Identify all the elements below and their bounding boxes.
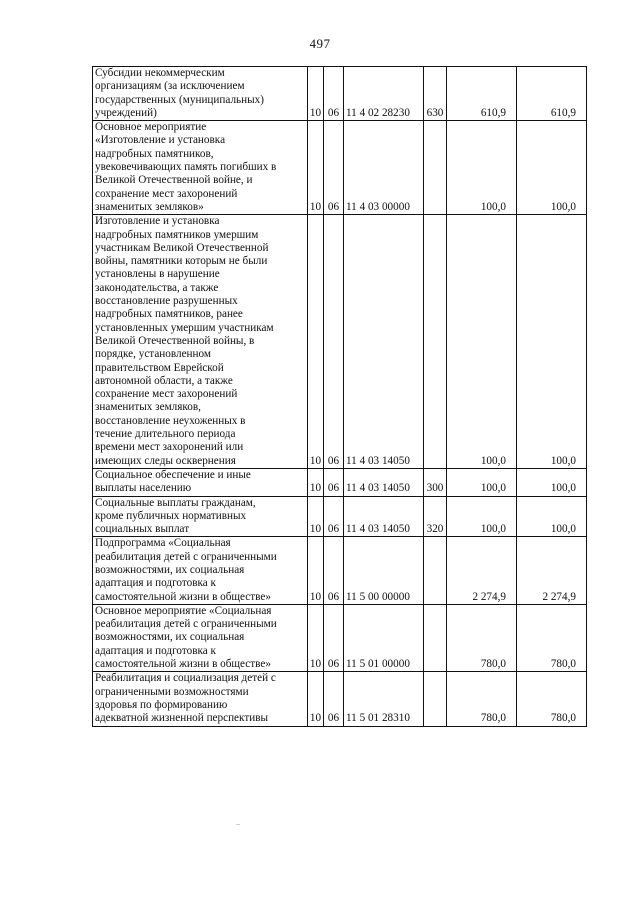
row-name-cell: Изготовление и установка надгробных памятников умершим участникам Великой Отечественной войны, памятники которым не были установлены в нарушение законодательства, а также восстановление разрушенных надгробных памятников, ранее установленных умершим участникам Великой Отечественной войны, в порядке, установленном правительством Еврейской автономной области, а также сохранение мест захоронений знаменитых земляков, восстановление неухоженных в течение длительного периода времени мест захоронений или имеющих следы осквернения: [93, 215, 308, 469]
table-row: [93, 604, 587, 671]
target-article-cell: 11 4 03 00000: [344, 121, 424, 215]
row-name-cell: Субсидии некоммерческим организациям (за исключением государственных (муниципальных) учреждений): [93, 67, 308, 121]
expense-type-cell: 630: [424, 67, 447, 121]
amount-year1-cell: 100,0: [447, 496, 517, 537]
section-code-cell: 10: [308, 215, 324, 469]
target-article-cell: 11 5 01 00000: [344, 604, 424, 671]
expense-type-cell: 300: [424, 468, 447, 496]
target-article-cell: 11 4 03 14050: [344, 496, 424, 537]
row-name-cell: Реабилитация и социализация детей с ограниченными возможностями здоровья по формированию адекватной жизненной перспективы: [93, 672, 308, 726]
subsection-code-cell: 06: [324, 468, 344, 496]
section-code-cell: 10: [308, 67, 324, 121]
expense-type-cell: 320: [424, 496, 447, 537]
table-row: [93, 537, 587, 604]
amount-year2-cell: 100,0: [517, 215, 587, 469]
target-article-cell: 11 4 03 14050: [344, 468, 424, 496]
amount-year1-cell: 100,0: [447, 121, 517, 215]
table-row: [93, 121, 587, 215]
scan-speck: [236, 824, 240, 825]
budget-table: [92, 66, 587, 727]
section-code-cell: 10: [308, 537, 324, 604]
target-article-cell: 11 5 00 00000: [344, 537, 424, 604]
amount-year1-cell: 100,0: [447, 215, 517, 469]
subsection-code-cell: 06: [324, 67, 344, 121]
amount-year2-cell: 610,9: [517, 67, 587, 121]
table-row: [93, 468, 587, 496]
subsection-code-cell: 06: [324, 604, 344, 671]
target-article-cell: 11 4 03 14050: [344, 215, 424, 469]
row-name-cell: Подпрограмма «Социальная реабилитация детей с ограниченными возможностями, их социальная адаптация и подготовка к самостоятельной жизни в обществе»: [93, 537, 308, 604]
section-code-cell: 10: [308, 604, 324, 671]
subsection-code-cell: 06: [324, 496, 344, 537]
subsection-code-cell: 06: [324, 672, 344, 726]
target-article-cell: 11 5 01 28310: [344, 672, 424, 726]
amount-year2-cell: 100,0: [517, 468, 587, 496]
amount-year2-cell: 780,0: [517, 672, 587, 726]
amount-year1-cell: 100,0: [447, 468, 517, 496]
row-name-cell: Основное мероприятие «Изготовление и установка надгробных памятников, увековечивающих память погибших в Великой Отечественной войне, и сохранение мест захоронений знаменитых земляков»: [93, 121, 308, 215]
expense-type-cell: [424, 215, 447, 469]
row-name-cell: Социальное обеспечение и иные выплаты населению: [93, 468, 308, 496]
table-row: [93, 67, 587, 121]
expense-type-cell: [424, 121, 447, 215]
amount-year1-cell: 610,9: [447, 67, 517, 121]
section-code-cell: 10: [308, 121, 324, 215]
target-article-cell: 11 4 02 28230: [344, 67, 424, 121]
amount-year2-cell: 780,0: [517, 604, 587, 671]
page-number: 497: [309, 36, 331, 51]
table-row: [93, 215, 587, 469]
subsection-code-cell: 06: [324, 215, 344, 469]
budget-table-body: [93, 67, 587, 727]
section-code-cell: 10: [308, 468, 324, 496]
expense-type-cell: [424, 672, 447, 726]
row-name-cell: Основное мероприятие «Социальная реабилитация детей с ограниченными возможностями, их социальная адаптация и подготовка к самостоятельной жизни в обществе»: [93, 604, 308, 671]
amount-year2-cell: 100,0: [517, 496, 587, 537]
row-name-cell: Социальные выплаты гражданам, кроме публичных нормативных социальных выплат: [93, 496, 308, 537]
amount-year2-cell: 2 274,9: [517, 537, 587, 604]
expense-type-cell: [424, 537, 447, 604]
subsection-code-cell: 06: [324, 537, 344, 604]
amount-year2-cell: 100,0: [517, 121, 587, 215]
table-row: [93, 496, 587, 537]
subsection-code-cell: 06: [324, 121, 344, 215]
table-row: [93, 672, 587, 726]
amount-year1-cell: 780,0: [447, 604, 517, 671]
section-code-cell: 10: [308, 672, 324, 726]
amount-year1-cell: 2 274,9: [447, 537, 517, 604]
section-code-cell: 10: [308, 496, 324, 537]
expense-type-cell: [424, 604, 447, 671]
amount-year1-cell: 780,0: [447, 672, 517, 726]
